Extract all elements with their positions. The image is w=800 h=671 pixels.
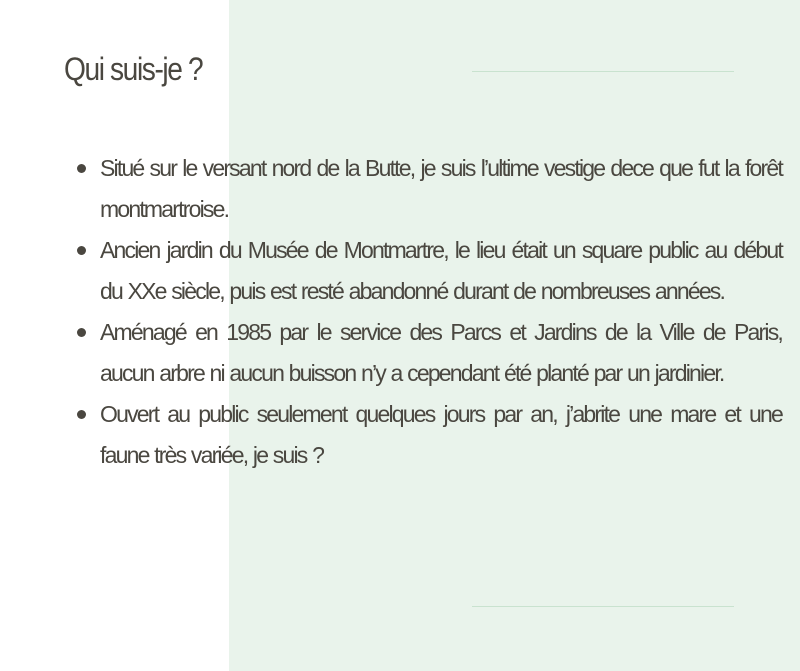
list-item [75, 230, 782, 312]
list-item-text: Ancien jardin du Musée de Montmartre, le lieu était un square public au début du XXe siècle, puis est resté abandonné durant de nombreuses années. [100, 237, 782, 304]
list-item [75, 394, 782, 476]
bullet-icon [77, 164, 86, 173]
bullet-icon [77, 410, 86, 419]
bullet-icon [77, 328, 86, 337]
list-item-text: Ouvert au public seulement quelques jours par an, j’abrite une mare et une faune très variée, je suis ? [100, 401, 782, 468]
list-item-text: Aménagé en 1985 par le service des Parcs et Jardins de la Ville de Paris, aucun arbre ni aucun buisson n’y a cependant été planté par un jardinier. [100, 319, 782, 386]
list-item [75, 148, 782, 230]
top-divider-line [472, 71, 734, 72]
list-item-text: Situé sur le versant nord de la Butte, je suis l’ultime vestige dece que fut la forêt montmartroise. [100, 155, 782, 222]
clue-list [75, 148, 782, 476]
bullet-icon [77, 246, 86, 255]
list-item [75, 312, 782, 394]
bottom-divider-line [472, 606, 734, 607]
page-title: Qui suis-je ? [64, 51, 203, 87]
